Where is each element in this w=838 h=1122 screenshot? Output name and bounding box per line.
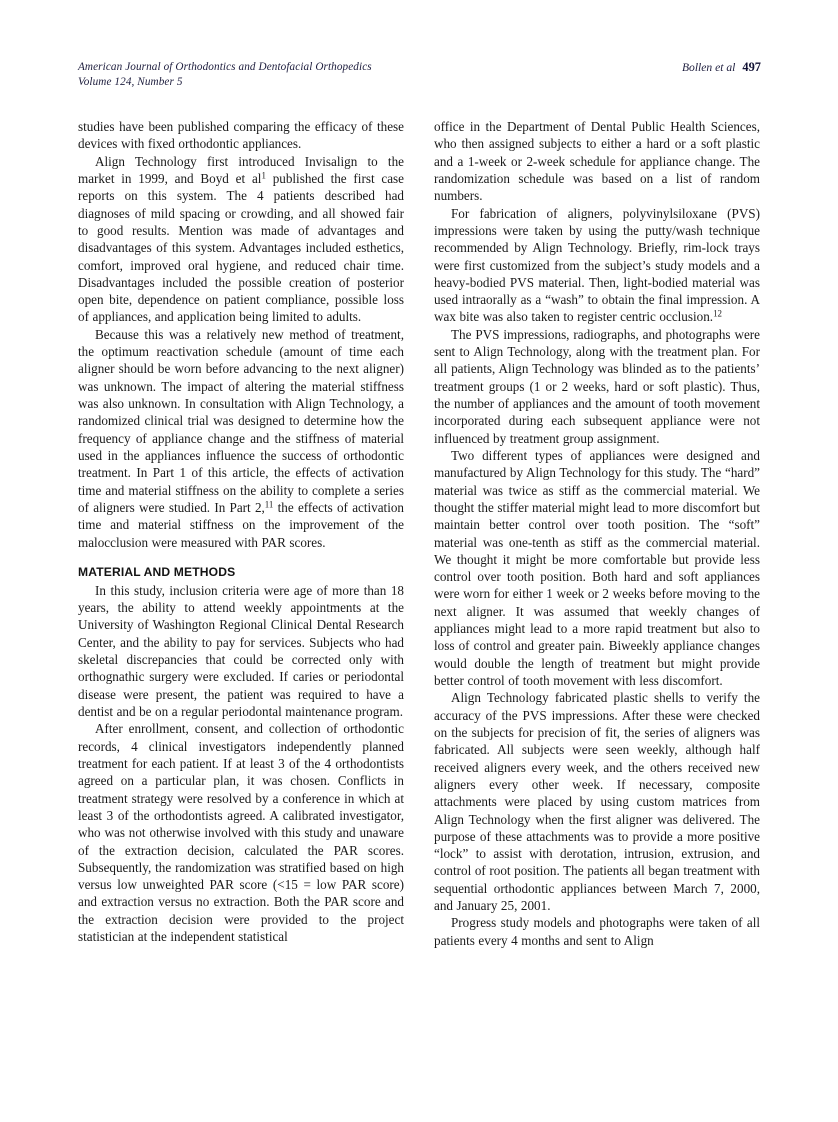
running-head — [78, 60, 761, 89]
journal-volume-issue: Volume 124, Number 5 — [78, 75, 183, 88]
author-page-block — [682, 60, 761, 76]
citation-ref-12: 12 — [713, 309, 722, 320]
journal-name: American Journal of Orthodontics and Dentofacial Orthopedics — [78, 61, 372, 73]
right-column — [434, 118, 760, 949]
paragraph-text-after-citation: the effects of activation time and material stiffness on the improvement of the malocclusion were measured with PAR scores. — [78, 499, 404, 550]
paragraph-inclusion-criteria: In this study, inclusion criteria were age of more than 18 years, the ability to attend weekly appointments at the University of Washington Regional Clinical Dental Research Center, and the ability to pay for services. Subjects who had skeletal discrepancies that could be corrected only with orthognathic surgery were excluded. If caries or periodontal disease were present, the patient was required to have a dentist and be on a regular periodontal maintenance program. — [78, 582, 404, 719]
citation-ref-1: 1 — [261, 170, 266, 181]
journal-title-block — [78, 60, 372, 89]
paragraph-pvs-sent: The PVS impressions, radiographs, and photographs were sent to Align Technology, along with the treatment plan. For all patients, Align Technology was blinded as to the patients’ treatment groups (1 or 2 weeks, hard or soft plastic). Thus, the number of appliances and the amount of tooth movement incorporated during each subsequent appliance were not influenced by treatment group assignment. — [434, 326, 760, 446]
left-column — [78, 118, 404, 949]
paragraph-progress-models: Progress study models and photographs were taken of all patients every 4 months and sent to Align — [434, 915, 760, 948]
paragraph-align-intro — [78, 153, 404, 326]
paragraph-efficacy: studies have been published comparing the efficacy of these devices with fixed orthodontic appliances. — [78, 119, 404, 152]
article-body — [78, 118, 761, 949]
citation-ref-11: 11 — [264, 499, 274, 510]
paragraph-new-method — [78, 326, 404, 551]
page-number: 497 — [742, 60, 761, 74]
paragraph-text-before-citation: Because this was a relatively new method of treatment, the optimum reactivation schedule (amount of time each aligner should be worn before advancing to the next aligner) was unknown. The impact of altering the material stiffness was also unknown. In consultation with Align Technology, a randomized clinical trial was designed to determine how the frequency of appliance change and the stiffness of material used in the appliances influence the success of orthodontic treatment. In Part 1 of this article, the effects of activation time and material stiffness on the ability to complete a series of aligners were studied. In Part 2, — [78, 326, 404, 515]
paragraph-text-before-citation: Align Technology first introduced Invisalign to the market in 1999, and Boyd et al — [78, 153, 404, 186]
paragraph-text-after-citation: published the first case reports on this system. The 4 patients described had diagnoses of mild spacing or crowding, and all showed fair to good results. Mention was made of advantages and disadvantages of this system. Advantages included esthetics, comfort, improved oral hygiene, and reduced chair time. Disadvantages included the possible creation of posterior open bite, dependence on patient compliance, possible loss of appliances, and application being limited to adults. — [78, 170, 404, 325]
paragraph-plastic-shells: Align Technology fabricated plastic shells to verify the accuracy of the PVS impressions. After these were checked on the subjects for precision of fit, the series of aligners was fabricated. All subjects were seen weekly, although half received aligners every week, and the others received new aligners every other week. If necessary, composite attachments were placed by using custom matrices from Align Technology when the first aligner was delivered. The purpose of these attachments was to provide a more positive “lock” to assist with derotation, intrusion, extrusion, and control of root position. The patients all began treatment with sequential orthodontic appliances between March 7, 2000, and January 25, 2001. — [434, 690, 760, 914]
paragraph-office: office in the Department of Dental Public Health Sciences, who then assigned subjects to either a hard or a soft plastic and a 1-week or 2-week schedule for appliance change. The randomization schedule was based on a list of random numbers. — [434, 119, 760, 204]
author-running-head: Bollen et al — [681, 61, 736, 74]
paragraph-text-before-citation: For fabrication of aligners, polyvinylsiloxane (PVS) impressions were taken by using the putty/wash technique recommended by Align Technology. Briefly, rim-lock trays were first customized from the subject’s study models and a heavy-bodied PVS material. Then, light-bodied material was used intraorally as a “wash” to obtain the final impression. A wax bite was also taken to register centric occlusion. — [434, 205, 760, 325]
paragraph-enrollment: After enrollment, consent, and collection of orthodontic records, 4 clinical investigators independently planned treatment for each patient. If at least 3 of the 4 orthodontists agreed on a particular plan, it was chosen. Conflicts in treatment strategy were resolved by a conference in which at least 3 of the orthodontists agreed. A calibrated investigator, who was not otherwise involved with this study and unaware of the extraction decision, calculated the PAR scores. Subsequently, the randomization was stratified based on high versus low unweighted PAR score (<15 = low PAR score) and extraction versus no extraction. Both the PAR score and the extraction decision were provided to the project statistician at the independent statistical — [78, 721, 404, 945]
section-heading-material-and-methods: MATERIAL AND METHODS — [78, 564, 236, 579]
paragraph-two-appliance-types: Two different types of appliances were designed and manufactured by Align Technology for this study. The “hard” material was twice as stiff as the commercial material. We thought the stiffer material might lead to more discomfort but maintain better control over tooth position. The “soft” material was one-tenth as stiff as the commercial material. We thought it might be more comfortable but provide less control over tooth position. Both hard and soft appliances were worn for either 1 week or 2 weeks before moving to the next aligner. It was assumed that weekly changes of appliances might lead to a more rapid treatment but also to loss of control and greater pain. Biweekly appliance changes would double the length of treatment but might provide better control of tooth movement with less discomfort. — [434, 447, 760, 688]
paragraph-fabrication — [434, 205, 760, 326]
